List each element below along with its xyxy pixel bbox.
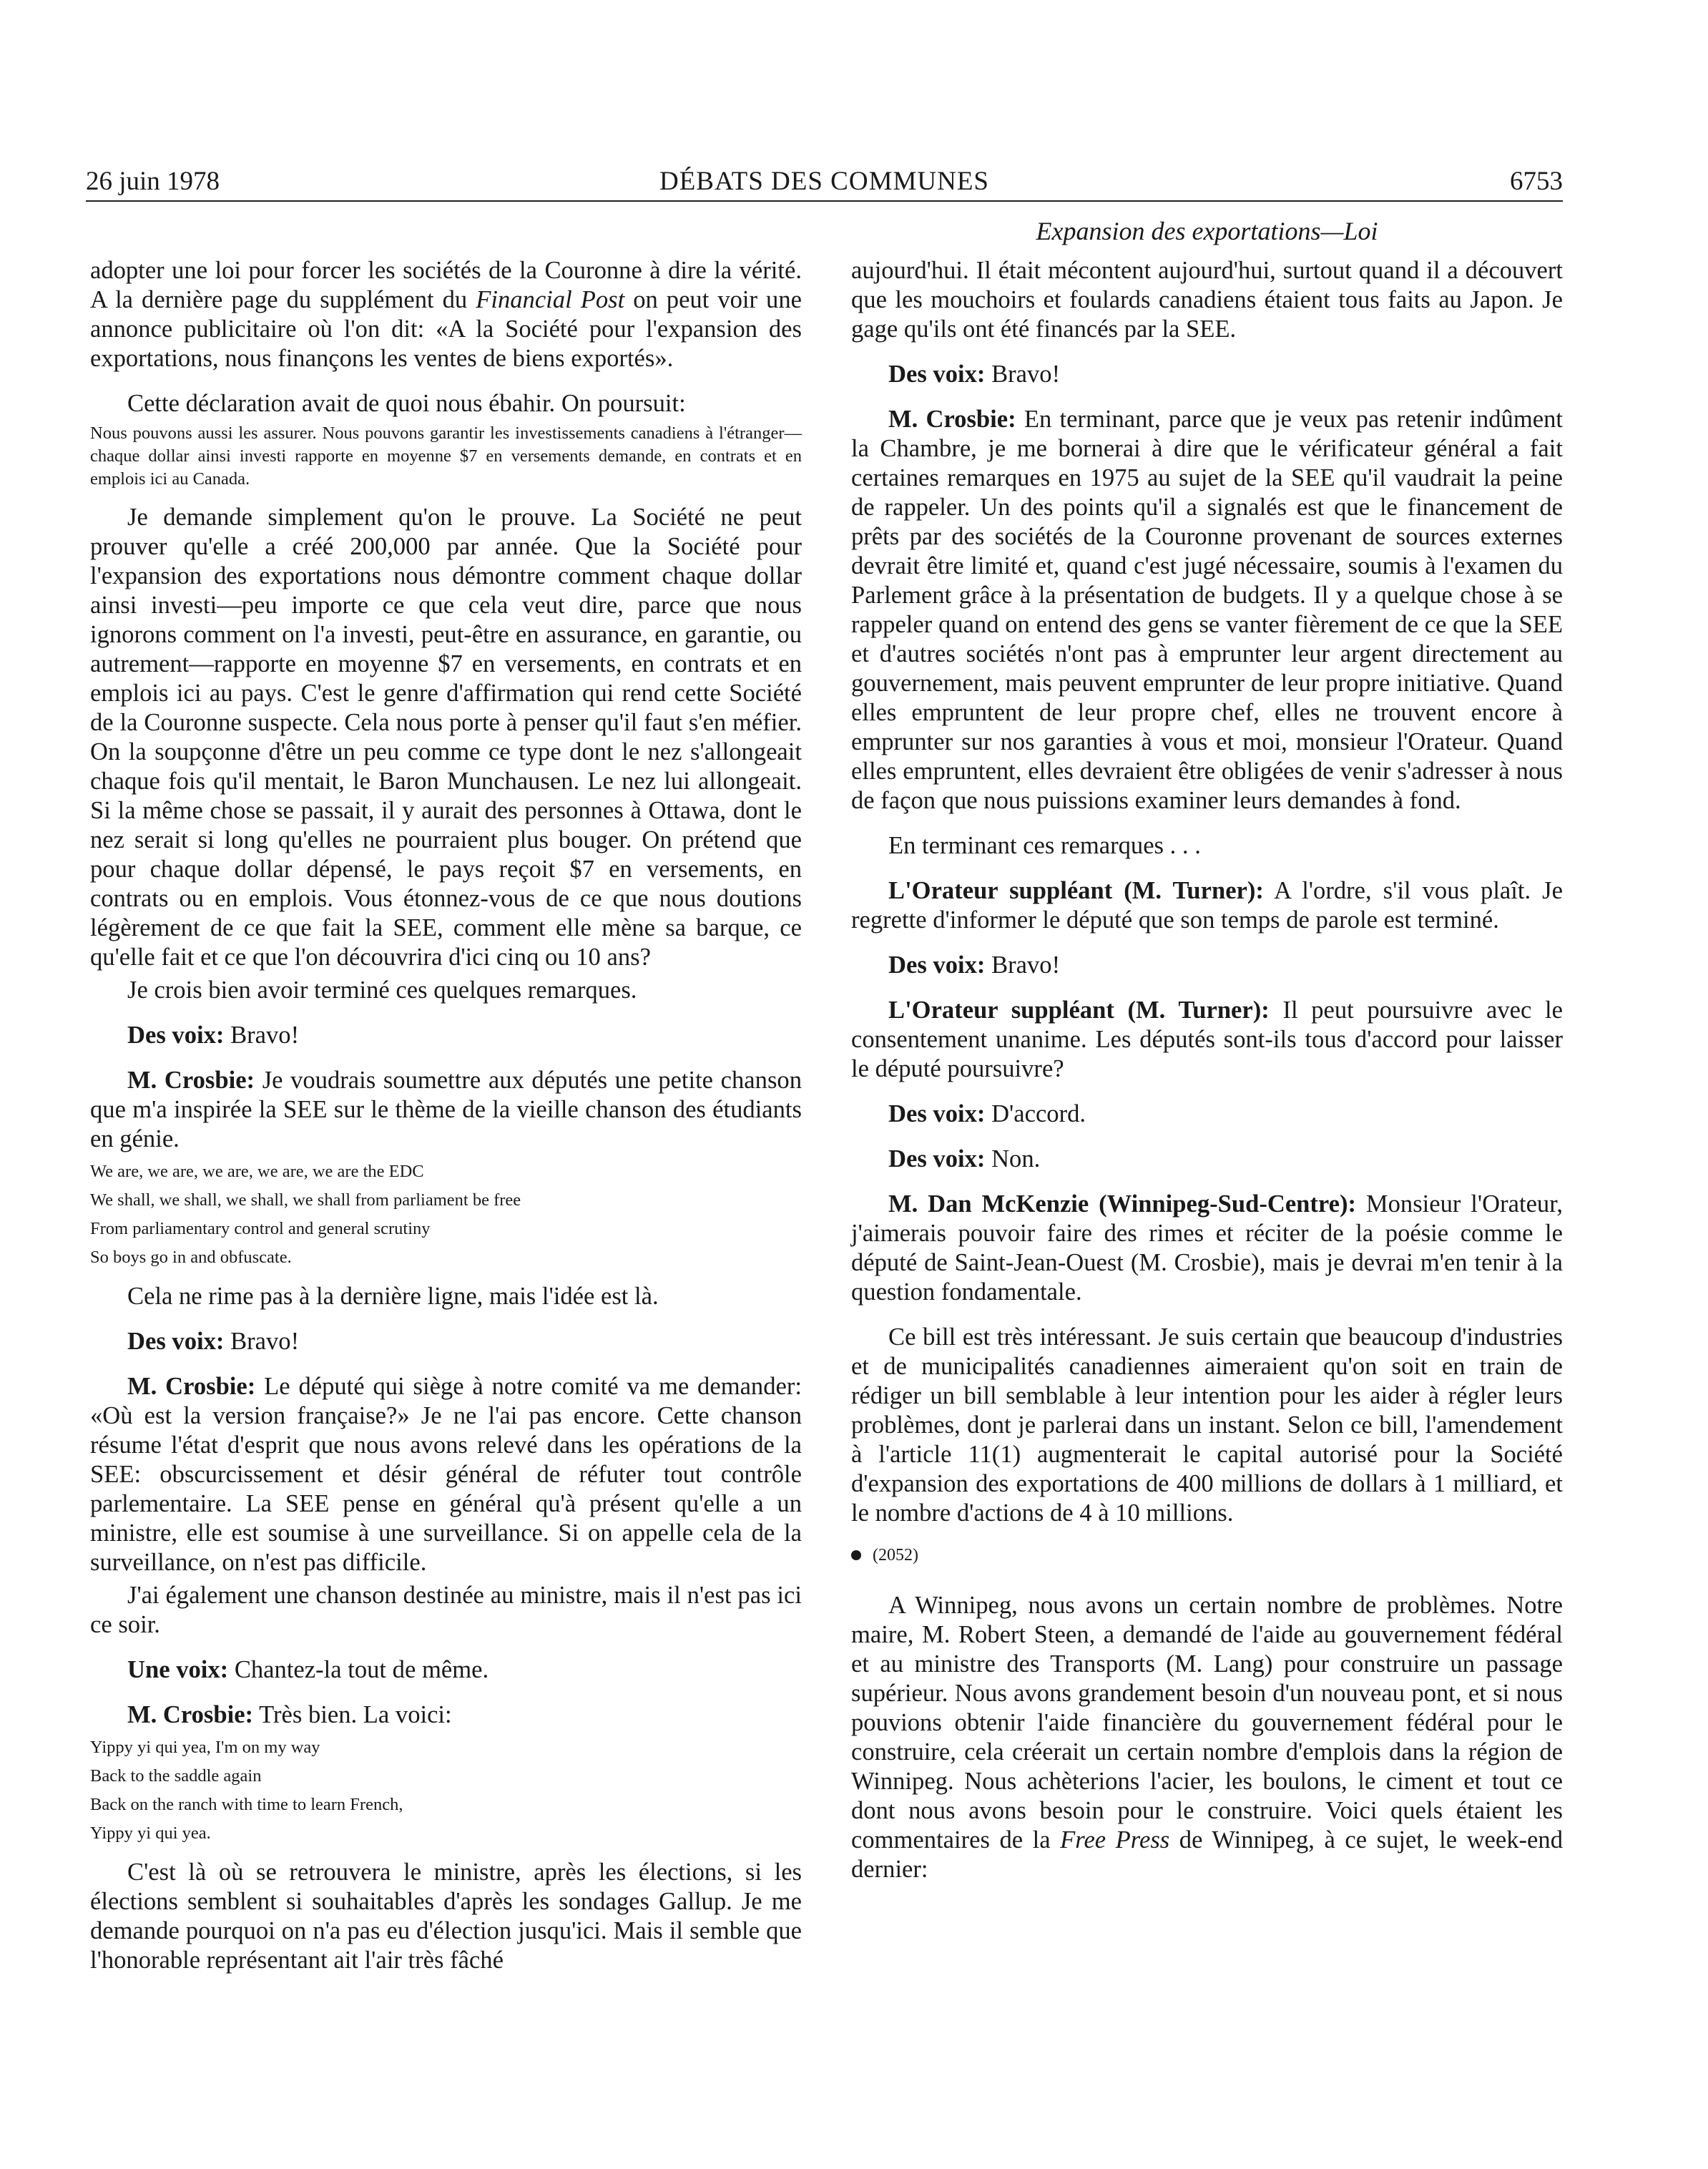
paragraph: J'ai également une chanson destinée au ministre, mais il n'est pas ici ce soir. [90, 1582, 802, 1638]
speech: L'Orateur suppléant (M. Turner): A l'ordre, s'il vous plaît. Je regrette d'informer le député que son temps de parole est terminé. [851, 877, 1563, 934]
verse-line: Back on the ranch with time to learn French, [90, 1795, 403, 1814]
speaker: M. Crosbie: [888, 406, 1016, 433]
paragraph: Cette déclaration avait de quoi nous ébahir. On poursuit: [127, 390, 686, 417]
speaker: Des voix: [888, 1145, 986, 1172]
verse-line: Back to the saddle again [90, 1766, 262, 1786]
paragraph: aujourd'hui. Il était mécontent aujourd'hui, surtout quand il a découvert que les mouchoirs et foulards canadiens étaient tous faits au Japon. Je gage qu'ils ont été financés par la SEE. [851, 257, 1563, 343]
page-header [86, 163, 1563, 202]
speech: Des voix: Bravo! [888, 951, 1061, 979]
speaker: M. Dan McKenzie (Winnipeg-Sud-Centre): [888, 1190, 1357, 1218]
verse-line: Yippy yi qui yea, I'm on my way [90, 1738, 320, 1757]
speaker: Des voix: [888, 951, 986, 979]
speech: M. Crosbie: En terminant, parce que je veux pas retenir indûment la Chambre, je me bornerai à dire que le vérificateur général a fait certaines remarques en 1975 au sujet de la SEE qu'il vaudrait la peine de rappeler. Un des points qu'il a signalés est que le financement de prêts par des sociétés de la Couronne provenant de sources externes devrait être limité et, quand c'est jugé nécessaire, soumis à l'examen du Parlement grâce à la présentation de budgets. Il y a quelque chose à se rappeler quand on entend des gens se vanter fièrement de ce que la SEE et d'autres sociétés n'ont pas à emprunter leur argent directement au gouvernement, mais peuvent emprunter de leur propre initiative. Quand elles empruntent de leur propre chef, elles ne trouvent encore à emprunter sur nos garanties à vous et moi, monsieur l'Orateur. Quand elles empruntent, elles devraient être obligées de venir s'adresser à nous de façon que nous puissions examiner leurs demandes à fond. [851, 406, 1563, 814]
running-head: Expansion des exportations—Loi [1036, 217, 1378, 245]
speaker: M. Crosbie: [127, 1067, 255, 1094]
paragraph: A Winnipeg, nous avons un certain nombre de problèmes. Notre maire, M. Robert Steen, a demandé de l'aide au gouvernement fédéral et au ministre des Transports (M. Lang) pour construire un passage supérieur. Nous avons grandement besoin d'un nouveau pont, et si nous pouvions obtenir l'aide financière du gouvernement fédéral pour le construire, cela créerait un certain nombre d'emplois dans la région de Winnipeg. Nous achèterions l'acier, les boulons, le ciment et tout ce dont nous avons besoin pour le construire. Voici quels étaient les commentaires de la Free Press de Winnipeg, à ce sujet, le week-end dernier: [851, 1592, 1563, 1883]
speech: Des voix: D'accord. [888, 1100, 1086, 1127]
paragraph: En terminant ces remarques . . . [888, 832, 1201, 859]
speech: M. Crosbie: Très bien. La voici: [127, 1701, 452, 1728]
header-date: 26 juin 1978 [86, 167, 220, 196]
paragraph: Je demande simplement qu'on le prouve. La Société ne peut prouver qu'elle a créé 200,000 par année. Que la Société pour l'expansion des exportations nous démontre comment chaque dollar ainsi investi—peu importe ce que cela veut dire, parce que nous ignorons comment on l'a investi, peut-être en assurance, en garantie, ou autrement—rapporte en moyenne $7 en versements, en contrats et en emplois ici au pays. C'est le genre d'affirmation qui rend cette Société de la Couronne suspecte. Cela nous porte à penser qu'il faut s'en méfier. On la soupçonne d'être un peu comme ce type dont le nez s'allongeait chaque fois qu'il mentait, le Baron Munchausen. Le nez lui allongeait. Si la même chose se passait, il y aurait des personnes à Ottawa, dont le nez serait si long qu'elles ne pourraient plus bouger. On prétend que pour chaque dollar dépensé, le pays reçoit $7 en versements, en contrats ou en emplois. Vous étonnez-vous de ce que nous doutions légèrement de ce que fait la SEE, comment elle mène sa barque, ce qu'elle fait et ce que l'on découvrira d'ici cinq ou 10 ans? [90, 504, 802, 971]
speech: Des voix: Bravo! [888, 361, 1061, 388]
header-title: DÉBATS DES COMMUNES [659, 167, 989, 196]
speech: Des voix: Bravo! [127, 1022, 300, 1049]
bullet-icon [851, 1550, 861, 1560]
paragraph: C'est là où se retrouvera le ministre, après les élections, si les élections semblent si souhaitables d'après les sondages Gallup. Je me demande pourquoi on n'a pas eu d'élection jusqu'ici. Mais il semble que l'honorable représentant ait l'air très fâché [90, 1859, 802, 1974]
verse-line: So boys go in and obfuscate. [90, 1248, 292, 1267]
verse-line: Yippy yi qui yea. [90, 1823, 211, 1843]
speaker: Des voix: [127, 1328, 225, 1355]
left-column [90, 256, 802, 1991]
speaker: L'Orateur suppléant (M. Turner): [888, 877, 1264, 904]
speaker: Des voix: [888, 1100, 986, 1127]
speaker: Des voix: [127, 1022, 225, 1049]
paragraph: Cela ne rime pas à la dernière ligne, mais l'idée est là. [127, 1283, 659, 1310]
paragraph: adopter une loi pour forcer les sociétés de la Couronne à dire la vérité. A la dernière page du supplément du Financial Post on peut voir une annonce publicitaire où l'on dit: «A la Société pour l'expansion des exportations, nous finançons les ventes de biens exportés». [90, 257, 802, 372]
speaker: M. Crosbie: [127, 1701, 254, 1728]
timestamp-marker [851, 1544, 1563, 1567]
speech: M. Crosbie: Je voudrais soumettre aux députés une petite chanson que m'a inspirée la SEE sur le thème de la vieille chanson des étudiants en génie. [90, 1067, 802, 1152]
block-quote: Nous pouvons aussi les assurer. Nous pouvons garantir les investissements canadiens à l'étranger—chaque dollar ainsi investi rapporte en moyenne $7 en versements demande, en contrats et en emplois ici au Canada. [90, 423, 802, 489]
speaker: Des voix: [888, 361, 986, 388]
right-column [851, 256, 1563, 1900]
header-page-number: 6753 [1510, 167, 1563, 196]
speech: Une voix: Chantez-la tout de même. [127, 1656, 489, 1683]
timestamp: (2052) [873, 1546, 918, 1565]
verse-line: We are, we are, we are, we are, we are the EDC [90, 1162, 424, 1181]
speech: M. Dan McKenzie (Winnipeg-Sud-Centre): Monsieur l'Orateur, j'aimerais pouvoir faire des rimes et réciter de la poésie comme le député de Saint-Jean-Ouest (M. Crosbie), mais je devrai m'en tenir à la question fondamentale. [851, 1190, 1563, 1306]
speech: Des voix: Bravo! [127, 1328, 300, 1355]
paragraph: Ce bill est très intéressant. Je suis certain que beaucoup d'industries et de municipalités canadiennes aimeraient qu'on soit en train de rédiger un bill semblable à leur intention pour les aider à régler leurs problèmes, dont je parlerai dans un instant. Selon ce bill, l'amendement à l'article 11(1) augmenterait le capital autorisé pour la Société d'expansion des exportations de 400 millions de dollars à 1 milliard, et le nombre d'actions de 4 à 10 millions. [851, 1323, 1563, 1527]
speech: M. Crosbie: Le député qui siège à notre comité va me demander: «Où est la version française?» Je ne l'ai pas encore. Cette chanson résume l'état d'esprit que nous avons relevé dans les opérations de la SEE: obscurcissement et désir général de réfuter tout contrôle parlementaire. La SEE pense en général qu'à présent qu'elle a un ministre, elle est soumise à une surveillance. Si on appelle cela de la surveillance, on n'est pas difficile. [90, 1373, 802, 1576]
speaker: M. Crosbie: [127, 1373, 256, 1400]
paragraph: Je crois bien avoir terminé ces quelques remarques. [127, 976, 637, 1004]
speech: Des voix: Non. [888, 1145, 1041, 1172]
speaker: L'Orateur suppléant (M. Turner): [888, 997, 1270, 1024]
verse-line: From parliamentary control and general scrutiny [90, 1219, 431, 1238]
speech: L'Orateur suppléant (M. Turner): Il peut poursuivre avec le consentement unanime. Les députés sont-ils tous d'accord pour laisser le député poursuivre? [851, 997, 1563, 1082]
verse-line: We shall, we shall, we shall, we shall from parliament be free [90, 1190, 521, 1210]
speaker: Une voix: [127, 1656, 229, 1683]
